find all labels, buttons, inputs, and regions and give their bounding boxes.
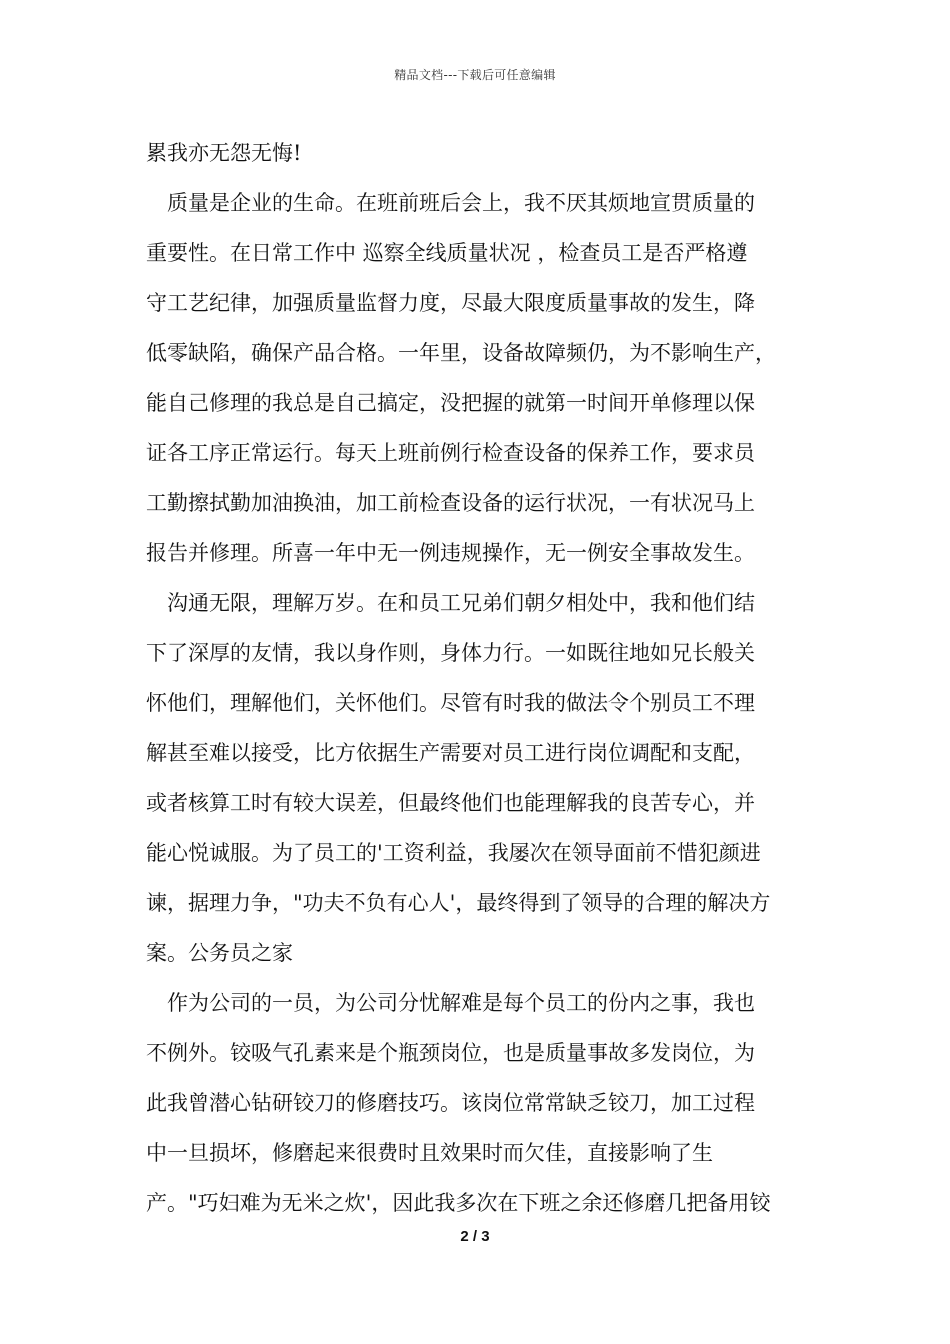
text-line: 解甚至难以接受，比方依据生产需要对员工进行岗位调配和支配， [146,741,755,765]
text-line: 案。公务员之家 [146,941,293,965]
text-line: 产。"巧妇难为无米之炊'，因此我多次在下班之余还修磨几把备用铰 [146,1191,771,1215]
page-number: 2 / 3 [460,1228,490,1245]
text-line: 谏，据理力争，"功夫不负有心人'，最终得到了领导的合理的解决方 [146,891,771,915]
text-line: 怀他们，理解他们，关怀他们。尽管有时我的做法令个别员工不理 [146,691,755,715]
text-line: 或者核算工时有较大误差，但最终他们也能理解我的良苦专心，并 [146,791,755,815]
text-line: 能心悦诚服。为了员工的'工资利益，我屡次在领导面前不惜犯颜进 [146,841,761,865]
text-line: 证各工序正常运行。每天上班前例行检查设备的保养工作，要求员 [146,441,755,465]
paragraph-start-line: 质量是企业的生命。在班前班后会上，我不厌其烦地宣贯质量的 [167,191,755,215]
paragraph-start-line: 沟通无限，理解万岁。在和员工兄弟们朝夕相处中，我和他们结 [167,591,755,615]
text-line: 累我亦无怨无悔! [146,141,302,165]
paragraph-start-line: 作为公司的一员，为公司分忧解难是每个员工的份内之事，我也 [167,991,755,1015]
text-line: 此我曾潜心钻研铰刀的修磨技巧。该岗位常常缺乏铰刀，加工过程 [146,1091,755,1115]
text-line: 中一旦损坏，修磨起来很费时且效果时而欠佳，直接影响了生 [146,1141,713,1165]
text-line: 守工艺纪律，加强质量监督力度，尽最大限度质量事故的发生，降 [146,291,755,315]
text-line: 能自己修理的我总是自己搞定，没把握的就第一时间开单修理以保 [146,391,755,415]
text-line: 下了深厚的友情，我以身作则，身体力行。一如既往地如兄长般关 [146,641,755,665]
page-header: 精品文档---下载后可任意编辑 [394,68,556,82]
text-line: 重要性。在日常工作中 巡察全线质量状况 ，检查员工是否严格遵 [146,241,748,265]
text-line: 低零缺陷，确保产品合格。一年里，设备故障频仍，为不影响生产， [146,341,776,365]
text-line: 工勤擦拭勤加油换油，加工前检查设备的运行状况，一有状况马上 [146,491,755,515]
text-line: 报告并修理。所喜一年中无一例违规操作，无一例安全事故发生。 [146,541,755,565]
text-line: 不例外。铰吸气孔素来是个瓶颈岗位，也是质量事故多发岗位，为 [146,1041,755,1065]
document-body [146,128,806,1228]
